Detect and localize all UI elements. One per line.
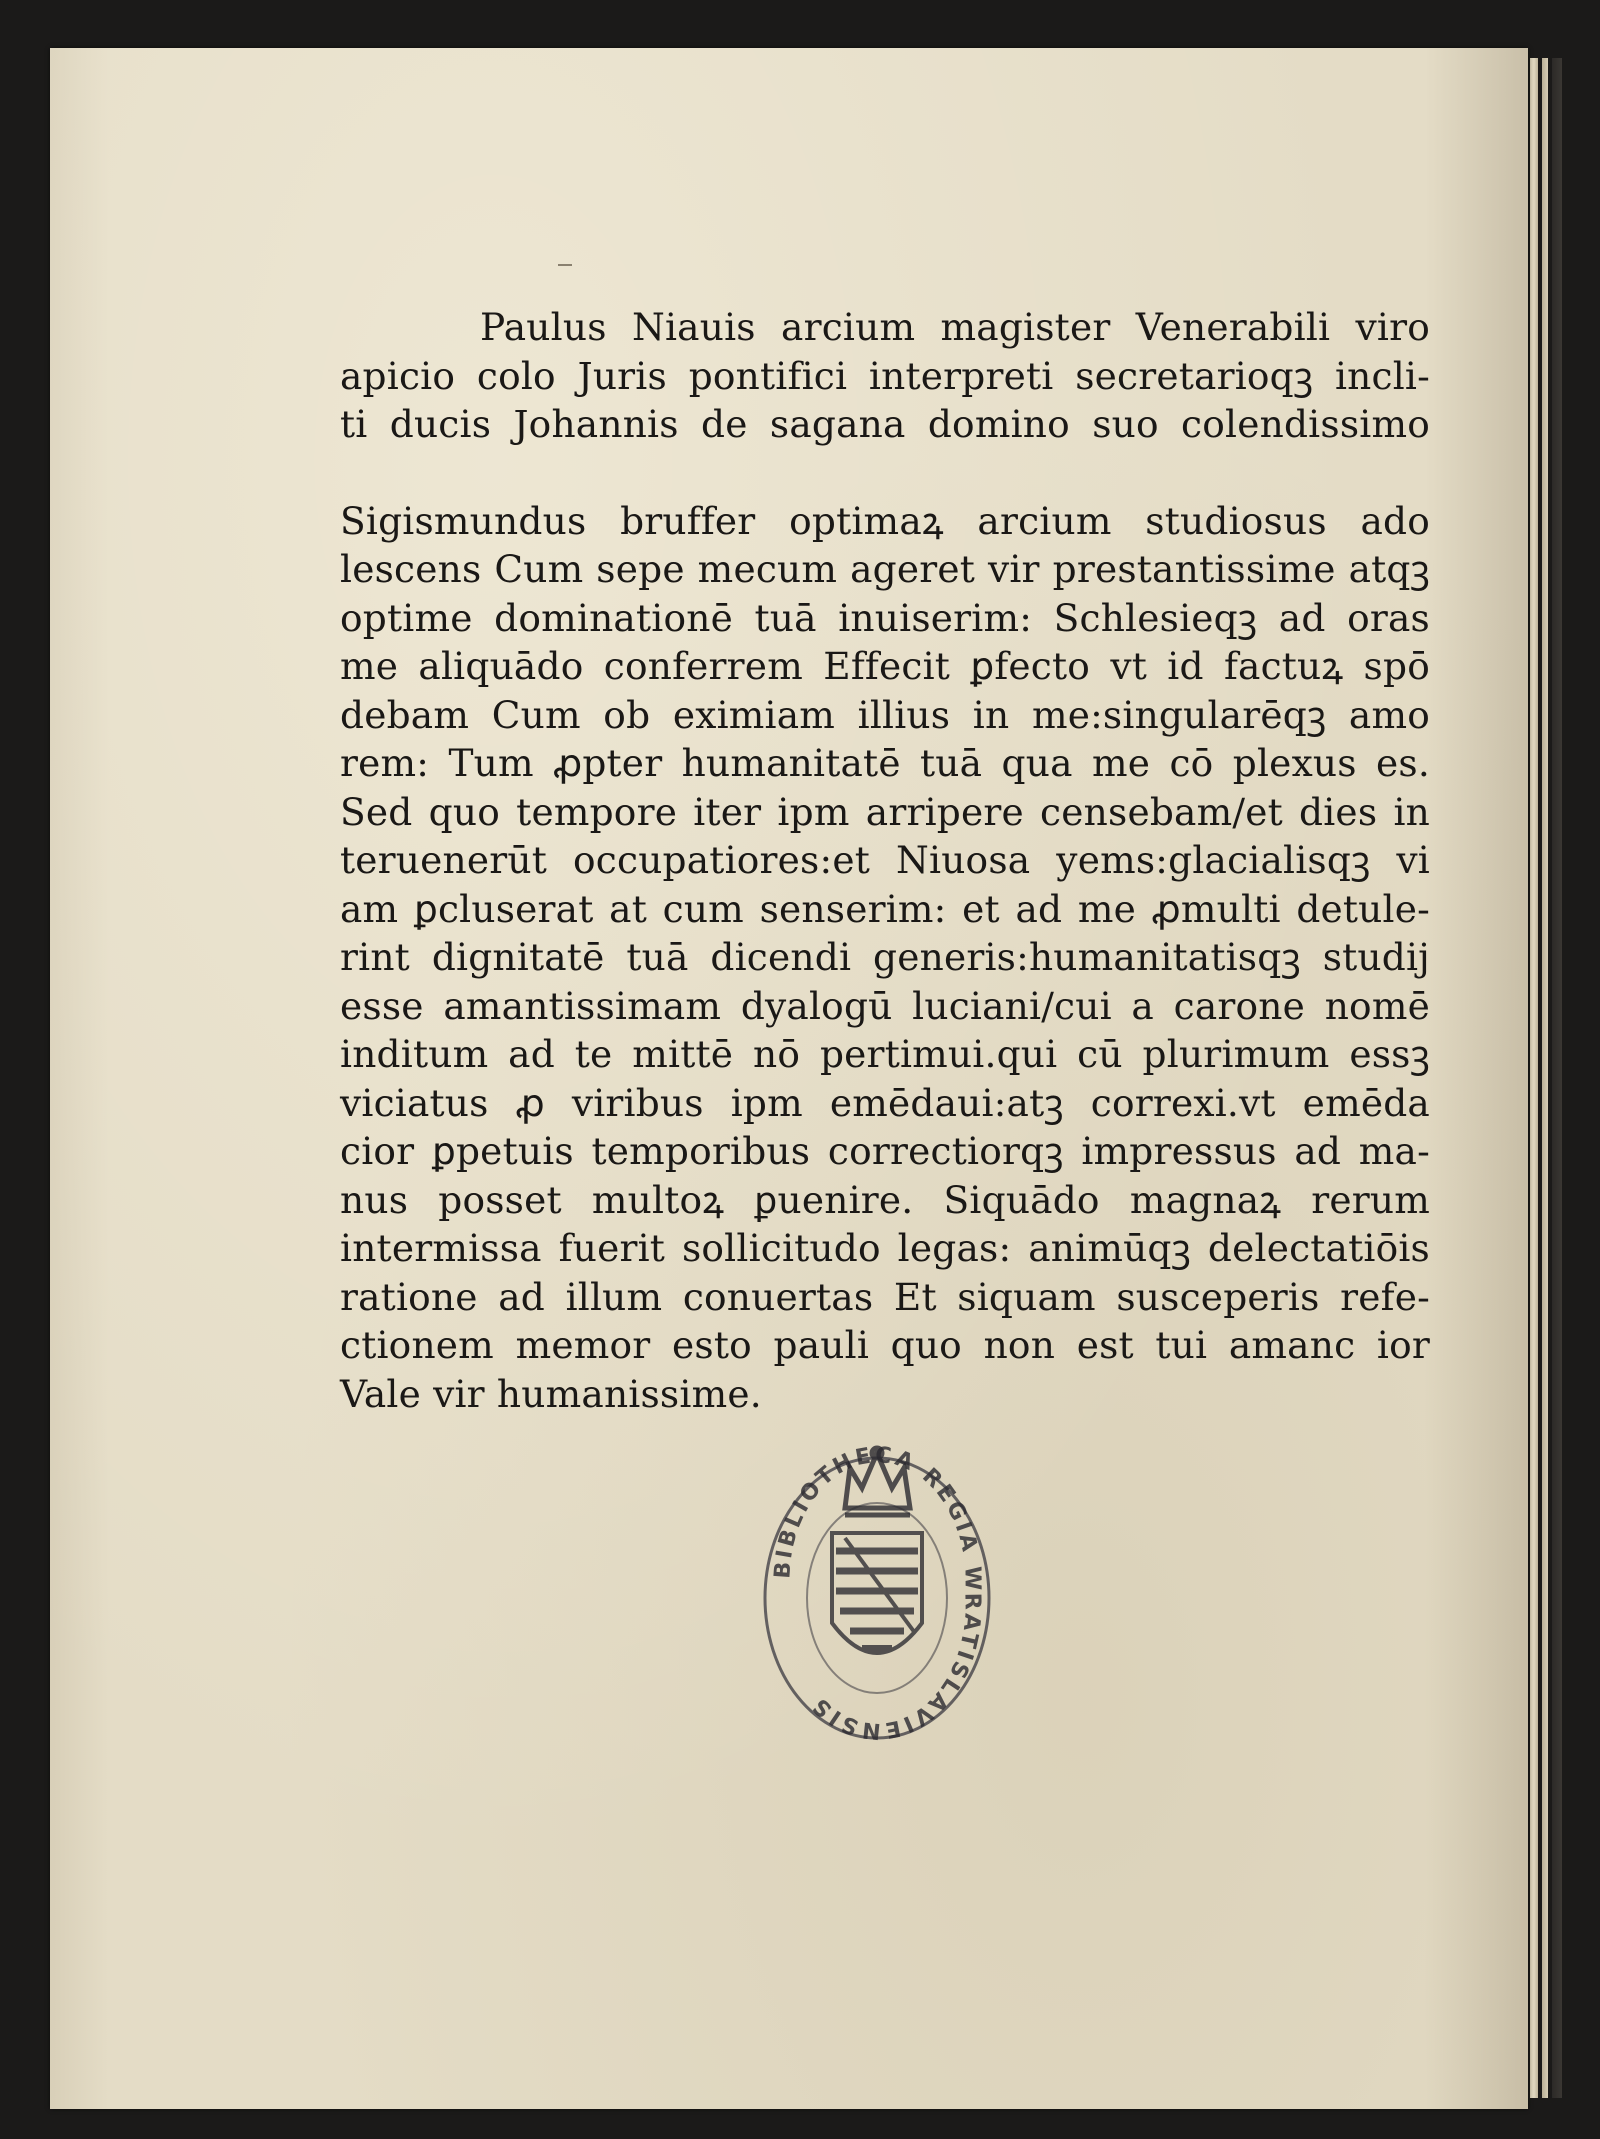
dedication-line: ti ducis Johannis de sagana domino suo colendissimo	[340, 402, 1430, 446]
book-page	[50, 48, 1528, 2109]
letter-line: cior ꝑpetuis temporibus correctiorqꝫ impressus ad ma-	[340, 1129, 1430, 1173]
stamp-text: BIBLIOTHECA REGIA WRATISLAVIENSIS	[770, 1442, 985, 1744]
text-block	[340, 303, 1430, 1418]
letter-line: me aliquādo conferrem Effecit ꝑfecto vt id factuꝝ spō	[340, 644, 1430, 688]
coat-of-arms-icon	[832, 1533, 922, 1653]
letter-line: optime dominationē tuā inuiserim: Schlesieqꝫ ad oras	[340, 595, 1430, 640]
dedication-line: Paulus Niauis arcium magister Venerabili viro	[480, 305, 1430, 349]
letter-line: intermissa fuerit sollicitudo legas: animūqꝫ delectatiōis	[340, 1226, 1430, 1270]
letter-line: teruenerūt occupatiores:et Niuosa yems:glacialisqꝫ vi	[340, 838, 1430, 882]
paragraph-gap	[340, 449, 1430, 497]
library-stamp	[750, 1433, 1005, 1753]
letter-line: lescens Cum sepe mecum ageret vir prestantissime atqꝫ	[340, 547, 1430, 591]
letter-line: Sigismundus bruffer optimaꝝ arcium studiosus ado	[340, 498, 1430, 543]
letter-line: ratione ad illum conuertas Et siquam susceperis refe-	[340, 1274, 1430, 1319]
page-edge	[1542, 58, 1548, 2098]
letter-line: rem: Tum ꝓpter humanitatē tuā qua me cō plexus es.	[340, 741, 1430, 785]
letter-line: debam Cum ob eximiam illius in me:singularēqꝫ amo	[340, 692, 1430, 737]
letter-line: nus posset multoꝝ ꝑuenire. Siquādo magnaꝝ rerum	[340, 1177, 1430, 1222]
letter-line: Vale vir humanissime.	[340, 1371, 762, 1416]
letter-line: ctionem memor esto pauli quo non est tui amanc ior	[340, 1323, 1430, 1367]
letter-line: Sed quo tempore iter ipm arripere censebam/et dies in	[340, 789, 1430, 834]
page-edge	[1552, 58, 1562, 2098]
page-edge	[1530, 58, 1538, 2098]
letter-line: rint dignitatē tuā dicendi generis:humanitatisqꝫ studij	[340, 935, 1430, 979]
letter-line: am ꝑcluserat at cum senserim: et ad me ꝓmulti detule-	[340, 886, 1430, 931]
page-mark	[558, 264, 572, 266]
letter-line: inditum ad te mittē nō pertimui.qui cū plurimum essꝫ	[340, 1032, 1430, 1076]
dedication-line: apicio colo Juris pontifici interpreti secretarioqꝫ incli-	[340, 353, 1430, 398]
letter-line: viciatus ꝓ viribus ipm emēdaui:atꝫ correxi.vt emēda	[340, 1080, 1430, 1125]
letter-line: esse amantissimam dyalogū luciani/cui a carone nomē	[340, 983, 1430, 1028]
